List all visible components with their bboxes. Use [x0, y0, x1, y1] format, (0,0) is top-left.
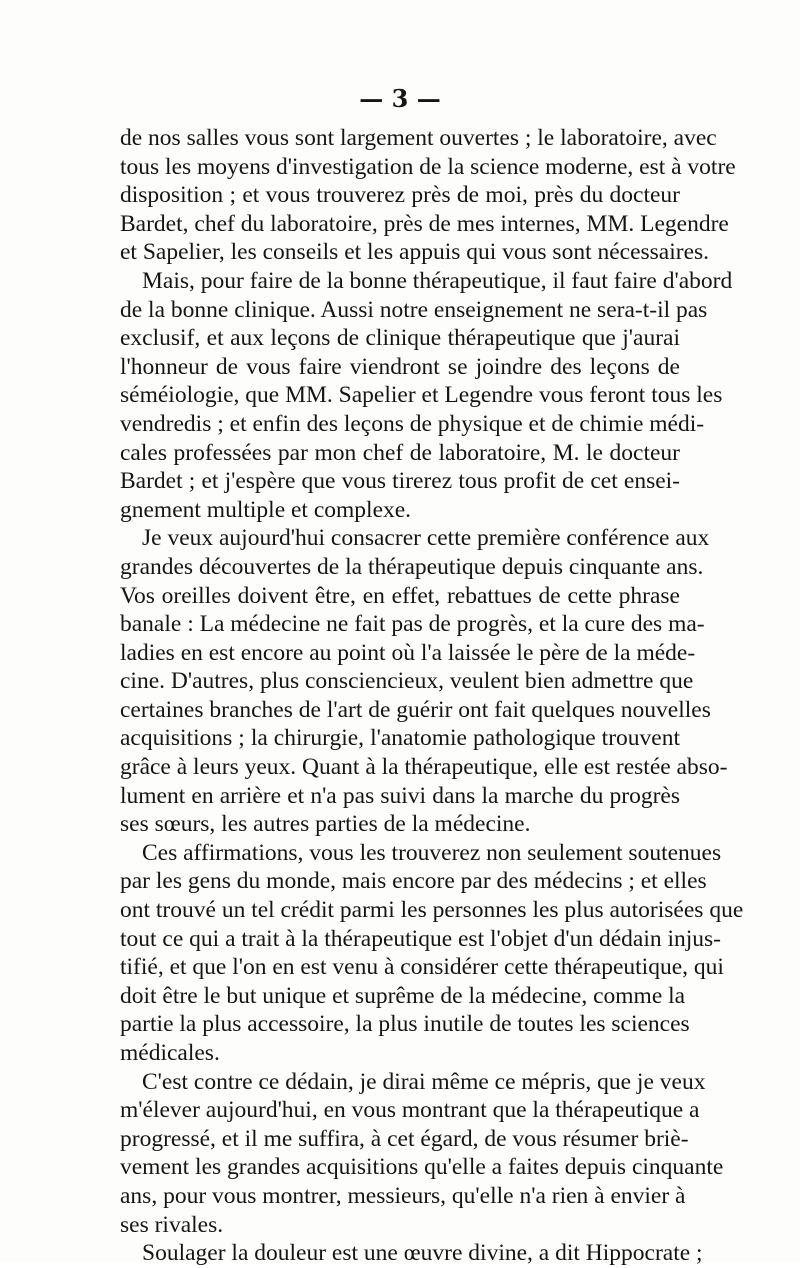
- text-line: l'honneur de vous faire viendront se joindre des leçons de: [120, 353, 680, 380]
- paragraph: [120, 1068, 724, 1240]
- paragraph: [120, 1239, 703, 1268]
- text-line: tifié, et que l'on en est venu à considérer cette thérapeutique, qui: [120, 954, 724, 981]
- text-line: Vos oreilles doivent être, en effet, rebattues de cette phrase: [120, 582, 680, 609]
- text-line: tous les moyens d'investigation de la science moderne, est à votre: [120, 153, 736, 180]
- text-line: ses rivales.: [120, 1211, 224, 1238]
- text-line: cales professées par mon chef de laboratoire, M. le docteur: [120, 439, 680, 466]
- page-number: — 3 —: [359, 84, 441, 113]
- text-line: tout ce qui a trait à la thérapeutique est l'objet d'un dédain injus-: [120, 925, 722, 952]
- text-line: grâce à leurs yeux. Quant à la thérapeutique, elle est restée abso-: [120, 754, 728, 781]
- text-line: Bardet ; et j'espère que vous tirerez tous profit de cet ensei-: [120, 468, 680, 495]
- paragraph: [120, 839, 744, 1068]
- text-line: disposition ; et vous trouverez près de moi, près du docteur: [120, 182, 680, 209]
- text-line: médicales.: [120, 1040, 220, 1066]
- paragraph: [120, 524, 728, 839]
- text-line: Je veux aujourd'hui consacrer cette première conférence aux: [142, 525, 710, 552]
- body-text: [120, 124, 744, 1268]
- text-line: doit être le but unique et suprême de la médecine, comme la: [120, 982, 686, 1009]
- paragraph: [120, 124, 736, 267]
- text-line: m'élever aujourd'hui, en vous montrant que la thérapeutique a: [120, 1097, 700, 1124]
- text-line: gnement multiple et complexe.: [120, 496, 412, 523]
- text-line: ans, pour vous montrer, messieurs, qu'elle n'a rien à envier à: [120, 1182, 686, 1209]
- text-line: Ces affirmations, vous les trouverez non seulement soutenues: [142, 839, 722, 866]
- text-line: progressé, et il me suffira, à cet égard, de vous résumer briè-: [120, 1125, 689, 1152]
- text-line: ladies en est encore au point où l'a laissée le père de la méde-: [120, 639, 696, 666]
- text-line: de la bonne clinique. Aussi notre enseignement ne sera-t-il pas: [120, 296, 708, 323]
- text-line: C'est contre ce dédain, je dirai même ce mépris, que je veux: [142, 1068, 706, 1095]
- text-line: ont trouvé un tel crédit parmi les personnes les plus autorisées que: [120, 897, 744, 924]
- text-line: partie la plus accessoire, la plus inutile de toutes les sciences: [120, 1011, 690, 1038]
- paragraph: [120, 267, 733, 524]
- text-line: Soulager la douleur est une œuvre divine, a dit Hippocrate ;: [142, 1240, 703, 1267]
- text-line: Bardet, chef du laboratoire, près de mes internes, MM. Legendre: [120, 210, 729, 237]
- text-line: de nos salles vous sont largement ouvertes ; le laboratoire, avec: [120, 125, 717, 151]
- text-line: ses sœurs, les autres parties de la médecine.: [120, 811, 531, 838]
- text-line: acquisitions ; la chirurgie, l'anatomie pathologique trouvent: [120, 725, 680, 752]
- text-line: séméiologie, que MM. Sapelier et Legendre vous feront tous les: [120, 382, 723, 409]
- text-line: banale : La médecine ne fait pas de progrès, et la cure des ma-: [120, 611, 705, 638]
- text-line: et Sapelier, les conseils et les appuis qui vous sont nécessaires.: [120, 239, 710, 266]
- text-line: vendredis ; et enfin des leçons de physique et de chimie médi-: [120, 410, 705, 437]
- text-line: grandes découvertes de la thérapeutique depuis cinquante ans.: [120, 553, 704, 580]
- text-line: par les gens du monde, mais encore par des médecins ; et elles: [120, 868, 707, 895]
- text-line: cine. D'autres, plus consciencieux, veulent bien admettre que: [120, 668, 694, 695]
- text-line: vement les grandes acquisitions qu'elle a faites depuis cinquante: [120, 1154, 724, 1181]
- text-line: Mais, pour faire de la bonne thérapeutique, il faut faire d'abord: [142, 267, 733, 294]
- text-line: lument en arrière et n'a pas suivi dans la marche du progrès: [120, 782, 680, 809]
- text-line: certaines branches de l'art de guérir ont fait quelques nouvelles: [120, 696, 711, 723]
- text-line: exclusif, et aux leçons de clinique thérapeutique que j'aurai: [120, 325, 680, 352]
